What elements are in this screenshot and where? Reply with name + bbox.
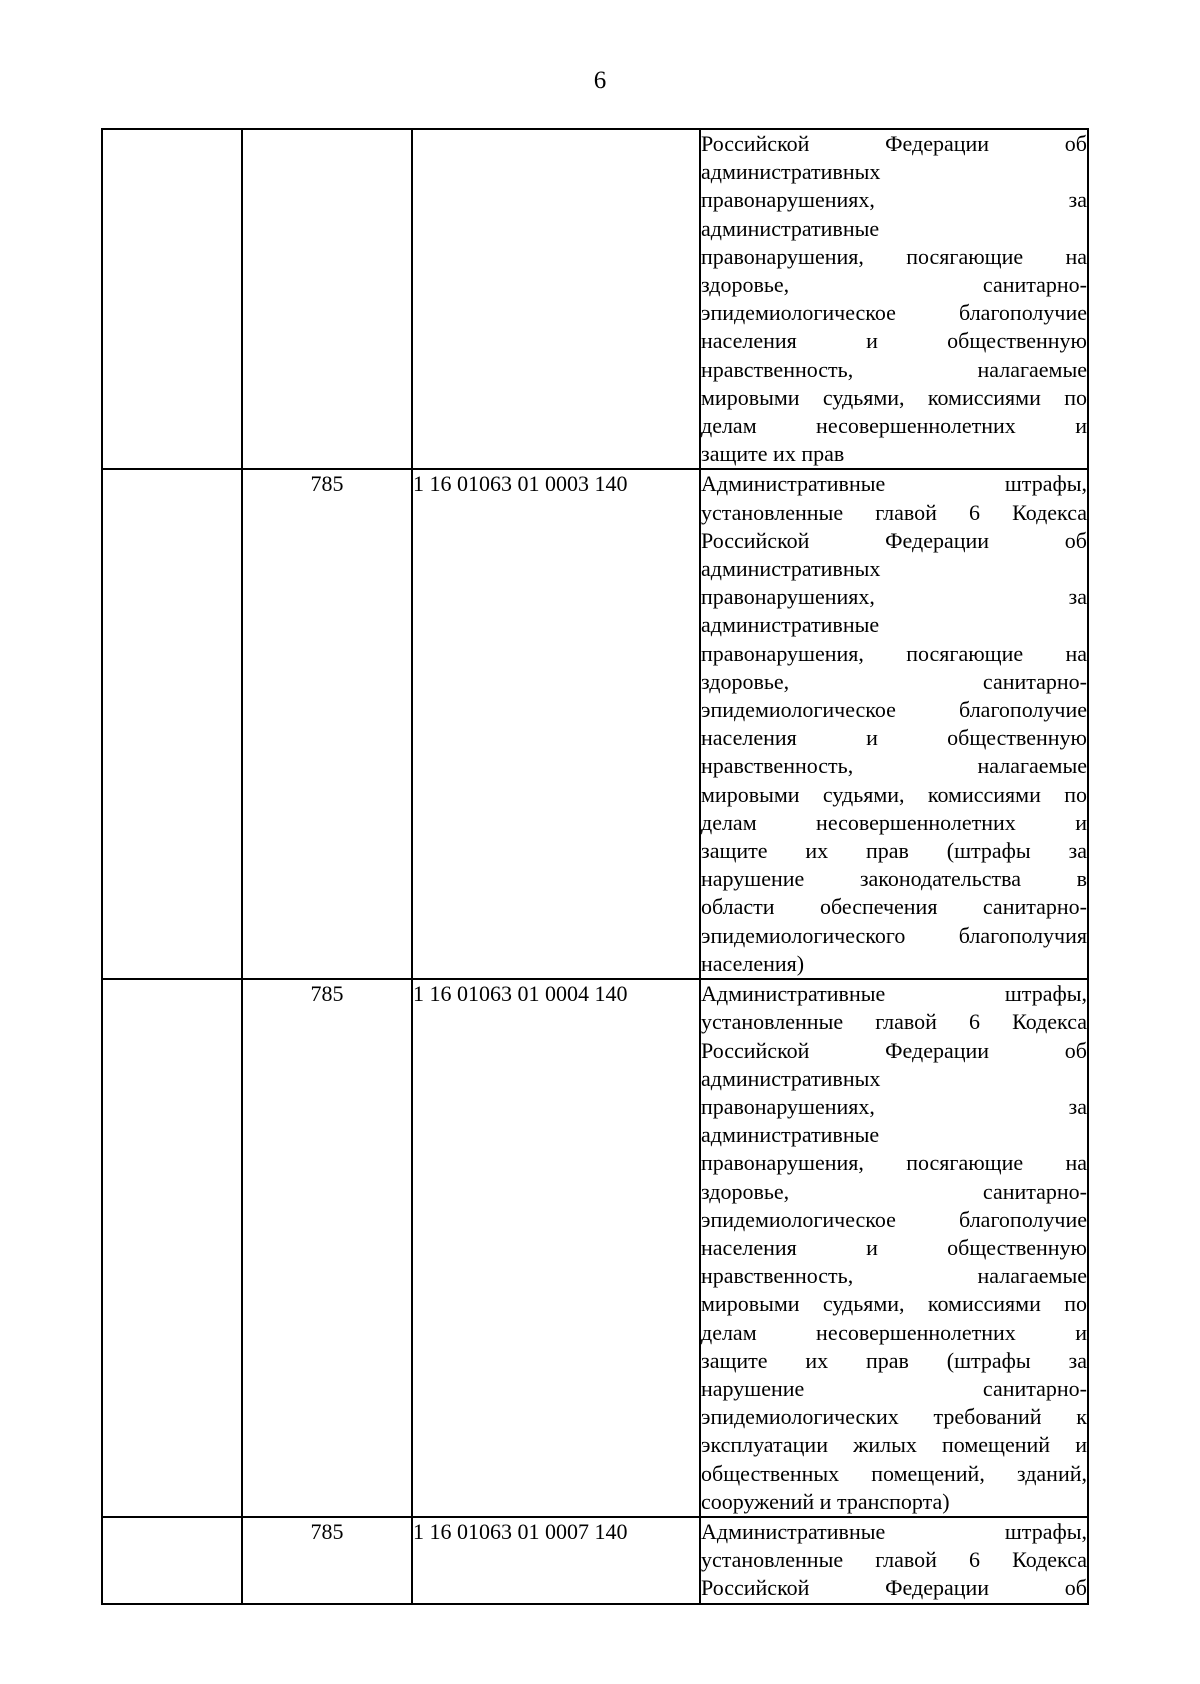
page-number: 6 bbox=[593, 67, 607, 94]
description-cell bbox=[700, 1517, 1088, 1604]
description-line: нравственность, налагаемые bbox=[701, 753, 1087, 779]
description-line: правонарушениях, за bbox=[701, 187, 1087, 213]
description-line: защите их прав (штрафы за bbox=[701, 1347, 1087, 1373]
description-line: населения) bbox=[701, 950, 805, 976]
description-line: эпидемиологическое благополучие bbox=[701, 300, 1087, 326]
description-line: установленные главой 6 Кодекса bbox=[701, 499, 1087, 525]
description-line: Административные штрафы, bbox=[701, 1518, 1087, 1544]
description-line: эпидемиологического благополучия bbox=[701, 922, 1087, 948]
description-cell bbox=[700, 979, 1088, 1517]
description-line: Административные штрафы, bbox=[701, 471, 1087, 497]
table-row bbox=[102, 979, 1088, 1517]
description-line: правонарушения, посягающие на bbox=[701, 640, 1087, 666]
description-line: населения и общественную bbox=[701, 1234, 1087, 1260]
description-line: административные bbox=[701, 612, 880, 638]
description-line: Российской Федерации об bbox=[701, 527, 1087, 553]
description-line: правонарушения, посягающие на bbox=[701, 243, 1087, 269]
description-line: административные bbox=[701, 215, 880, 241]
description-line: населения и общественную bbox=[701, 328, 1087, 354]
description-line: мировыми судьями, комиссиями по bbox=[701, 781, 1087, 807]
admin-code-cell: 785 bbox=[242, 469, 412, 979]
budget-codes-table bbox=[101, 128, 1089, 1605]
description-line: нравственность, налагаемые bbox=[701, 1263, 1087, 1289]
description-line: нравственность, налагаемые bbox=[701, 356, 1087, 382]
description-line: здоровье, санитарно- bbox=[701, 668, 1087, 694]
description-line: эпидемиологическое благополучие bbox=[701, 697, 1087, 723]
description-line: мировыми судьями, комиссиями по bbox=[701, 384, 1087, 410]
description-line: правонарушения, посягающие на bbox=[701, 1150, 1087, 1176]
description-line: здоровье, санитарно- bbox=[701, 272, 1087, 298]
description-line: Российской Федерации об bbox=[701, 1575, 1087, 1601]
description-line: сооружений и транспорта) bbox=[701, 1488, 950, 1514]
empty-cell bbox=[102, 129, 242, 469]
empty-cell bbox=[102, 1517, 242, 1604]
description-line: нарушение санитарно- bbox=[701, 1375, 1087, 1401]
description-line: здоровье, санитарно- bbox=[701, 1178, 1087, 1204]
description-line: правонарушениях, за bbox=[701, 584, 1087, 610]
description-line: административных bbox=[701, 556, 881, 582]
table-row bbox=[102, 469, 1088, 979]
empty-cell bbox=[102, 979, 242, 1517]
description-line: эпидемиологических требований к bbox=[701, 1404, 1087, 1430]
description-cell bbox=[700, 469, 1088, 979]
description-line: общественных помещений, зданий, bbox=[701, 1460, 1087, 1486]
admin-code-cell: 785 bbox=[242, 1517, 412, 1604]
description-line: области обеспечения санитарно- bbox=[701, 894, 1087, 920]
description-line: установленные главой 6 Кодекса bbox=[701, 1009, 1087, 1035]
description-line: делам несовершеннолетних и bbox=[701, 413, 1087, 439]
description-line: Административные штрафы, bbox=[701, 981, 1087, 1007]
description-line: Российской Федерации об bbox=[701, 131, 1087, 156]
description-line: мировыми судьями, комиссиями по bbox=[701, 1291, 1087, 1317]
description-line: делам несовершеннолетних и bbox=[701, 809, 1087, 835]
budget-code-cell: 1 16 01063 01 0003 140 bbox=[412, 469, 700, 979]
budget-code-cell: 1 16 01063 01 0007 140 bbox=[412, 1517, 700, 1604]
description-line: установленные главой 6 Кодекса bbox=[701, 1547, 1087, 1573]
description-line: эксплуатации жилых помещений и bbox=[701, 1432, 1087, 1458]
description-line: административных bbox=[701, 159, 881, 185]
description-line: населения и общественную bbox=[701, 725, 1087, 751]
admin-code-cell bbox=[242, 129, 412, 469]
admin-code-cell: 785 bbox=[242, 979, 412, 1517]
description-line: эпидемиологическое благополучие bbox=[701, 1206, 1087, 1232]
budget-code-cell bbox=[412, 129, 700, 469]
description-line: нарушение законодательства в bbox=[701, 866, 1087, 892]
budget-code-cell: 1 16 01063 01 0004 140 bbox=[412, 979, 700, 1517]
description-line: административных bbox=[701, 1065, 881, 1091]
description-line: защите их прав (штрафы за bbox=[701, 838, 1087, 864]
description-line: Российской Федерации об bbox=[701, 1037, 1087, 1063]
table-row bbox=[102, 1517, 1088, 1604]
description-line: делам несовершеннолетних и bbox=[701, 1319, 1087, 1345]
table-row bbox=[102, 129, 1088, 469]
description-line: защите их прав bbox=[701, 441, 845, 467]
description-line: административные bbox=[701, 1122, 880, 1148]
description-line: правонарушениях, за bbox=[701, 1093, 1087, 1119]
description-cell bbox=[700, 129, 1088, 469]
empty-cell bbox=[102, 469, 242, 979]
